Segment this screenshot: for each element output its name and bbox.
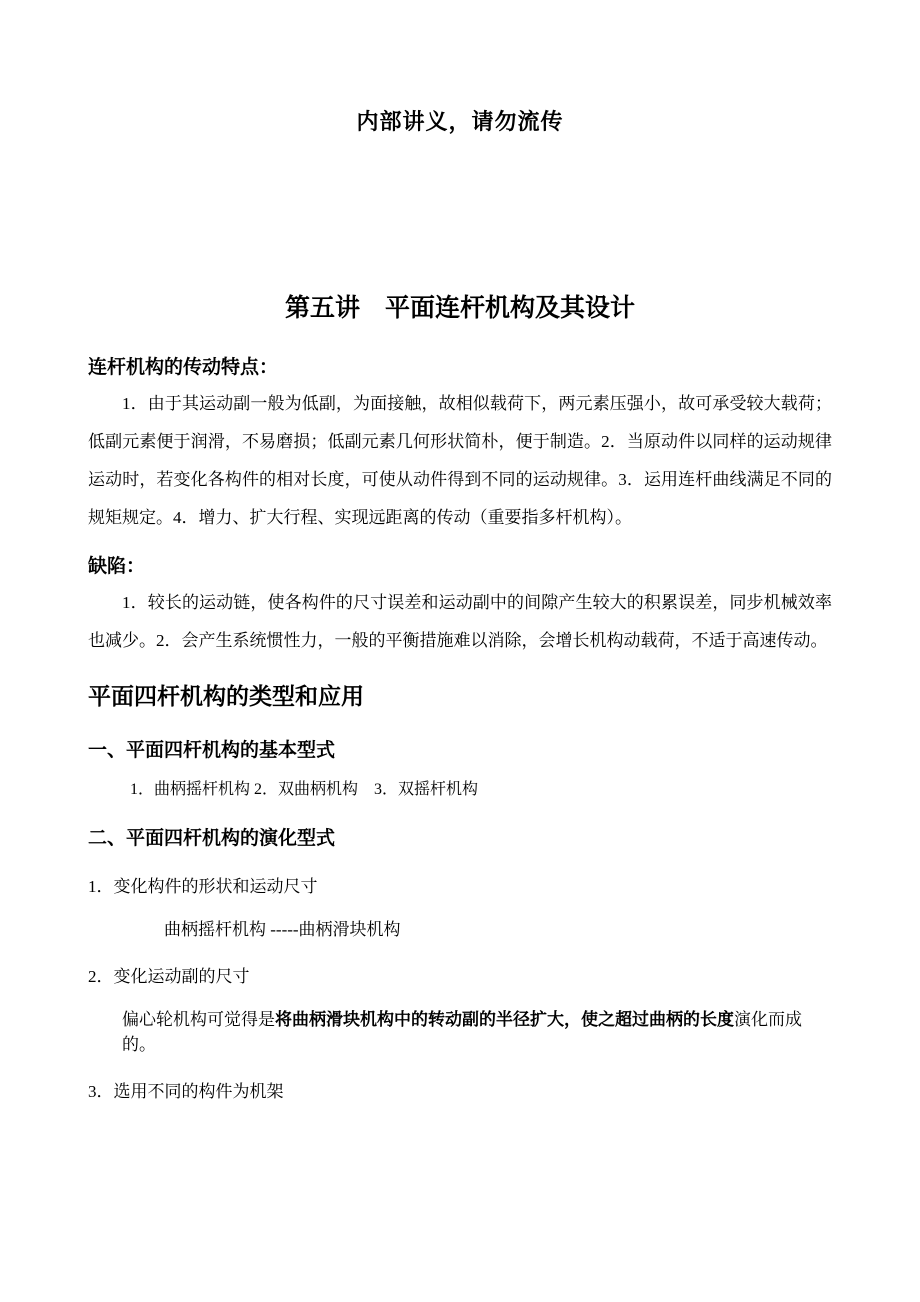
basic-forms-heading: 一、平面四杆机构的基本型式 xyxy=(88,740,336,761)
evolved-forms-heading: 二、平面四杆机构的演化型式 xyxy=(88,828,336,849)
confidential-notice: 内部讲义，请勿流传 xyxy=(356,109,564,134)
features-paragraph: 1．由于其运动副一般为低副，为面接触，故相似载荷下，两元素压强小，故可承受较大载荷；低副元素便于润滑，不易磨损；低副元素几何形状简朴，便于制造。2．当原动件以同样的运动规律运动时，若变化各构件的相对长度，可使从动件得到不同的运动规律。3．运用连杆曲线满足不同的规矩规定。4．增力、扩大行程、实现远距离的传动（重要指多杆机构）。 xyxy=(88,394,832,527)
evolved-item-1: 1．变化构件的形状和运动尺寸 xyxy=(88,877,318,896)
eccentric-text-suffix: 演化而成的。 xyxy=(122,1010,802,1054)
evolved-item-2: 2．变化运动副的尺寸 xyxy=(88,967,250,986)
evolved-item-1-detail: 曲柄摇杆机构 -----曲柄滑块机构 xyxy=(164,920,401,939)
defects-heading: 缺陷： xyxy=(88,556,146,577)
basic-forms-list: 1．曲柄摇杆机构 2．双曲柄机构 3．双摇杆机构 xyxy=(130,781,479,798)
document-title: 第五讲 平面连杆机构及其设计 xyxy=(284,295,635,322)
features-heading: 连杆机构的传动特点： xyxy=(88,357,279,378)
evolved-item-3: 3．选用不同的构件为机架 xyxy=(88,1082,284,1101)
eccentric-text-bold: 将曲柄滑块机构中的转动副的半径扩大，使之超过曲柄的长度 xyxy=(275,1010,734,1029)
defects-paragraph: 1．较长的运动链，使各构件的尺寸误差和运动副中的间隙产生较大的积累误差，同步机械效率也减少。2．会产生系统惯性力，一般的平衡措施难以消除，会增长机构动载荷，不适于高速传动。 xyxy=(88,593,832,650)
eccentric-text-prefix: 偏心轮机构可觉得是 xyxy=(122,1010,275,1029)
types-heading: 平面四杆机构的类型和应用 xyxy=(88,683,364,709)
evolved-item-2-detail xyxy=(88,1005,832,1055)
